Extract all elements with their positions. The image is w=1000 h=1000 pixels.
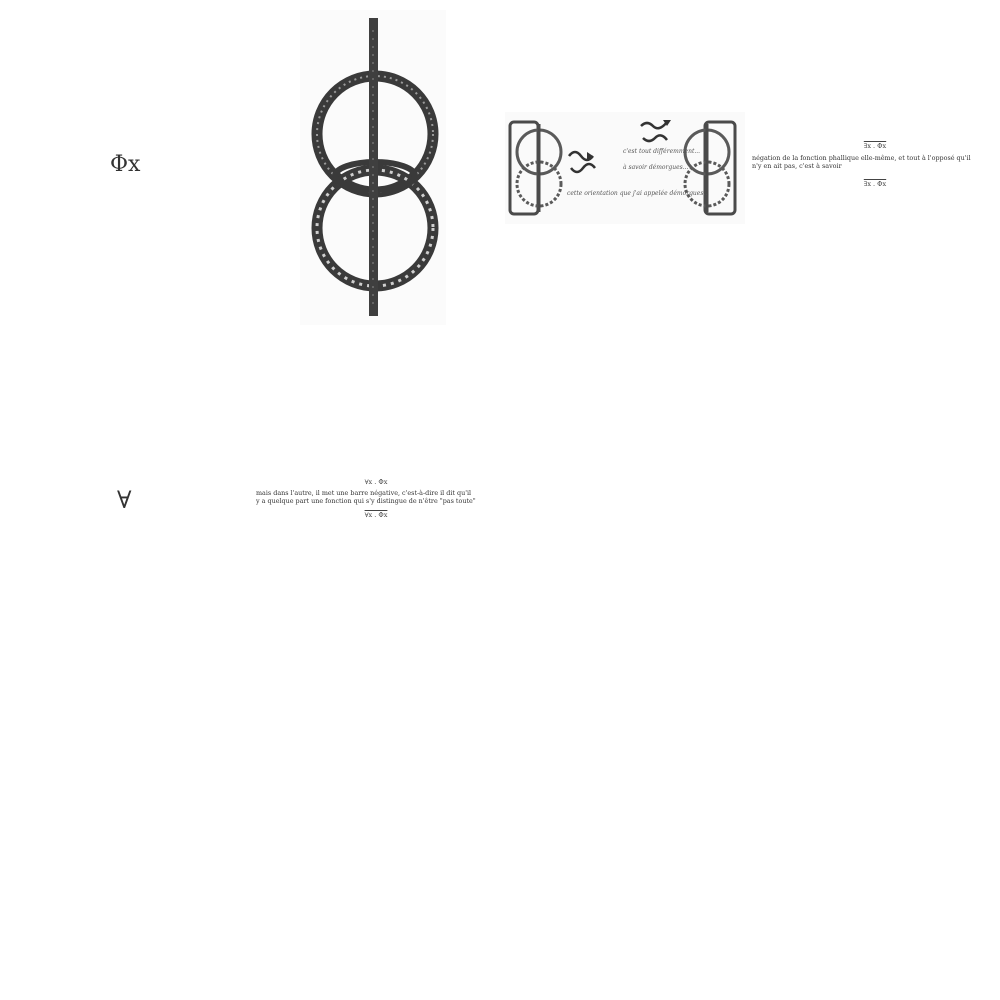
paragraph-line: y a quelque part une fonction qui s'y distingue de n'être "pas toute" (256, 497, 476, 505)
interlocked-rings-figure (300, 10, 446, 325)
universal-quantifier-symbol: ∀ (117, 486, 132, 514)
paragraph-line: mais dans l'autre, il met une barre négative, c'est-à-dire il dit qu'il (256, 489, 472, 497)
formula-top: ∃x . Φx (863, 142, 887, 150)
formula-bottom: ∃x . Φx (863, 180, 887, 188)
handwritten-note-1: c'est tout différemment... (623, 148, 701, 155)
text-excerpt-right (752, 142, 998, 194)
phi-x-symbol: Φx (110, 152, 141, 177)
handwritten-note-3: cette orientation que j'ai appelée démorgues... (567, 190, 710, 197)
formula-top: ∀x . Φx (364, 478, 388, 486)
handwritten-note-2: à savoir démorgues... (623, 164, 689, 171)
rings-drawing (300, 10, 446, 325)
formula-bottom: ∀x . Φx (364, 511, 388, 519)
paragraph-line: n'y en ait pas, c'est à savoir (752, 162, 842, 170)
framed-rings-figure (505, 112, 745, 224)
text-excerpt-middle (256, 478, 496, 522)
paragraph-line: négation de la fonction phallique elle-même, et tout à l'opposé qu'il (752, 154, 971, 162)
